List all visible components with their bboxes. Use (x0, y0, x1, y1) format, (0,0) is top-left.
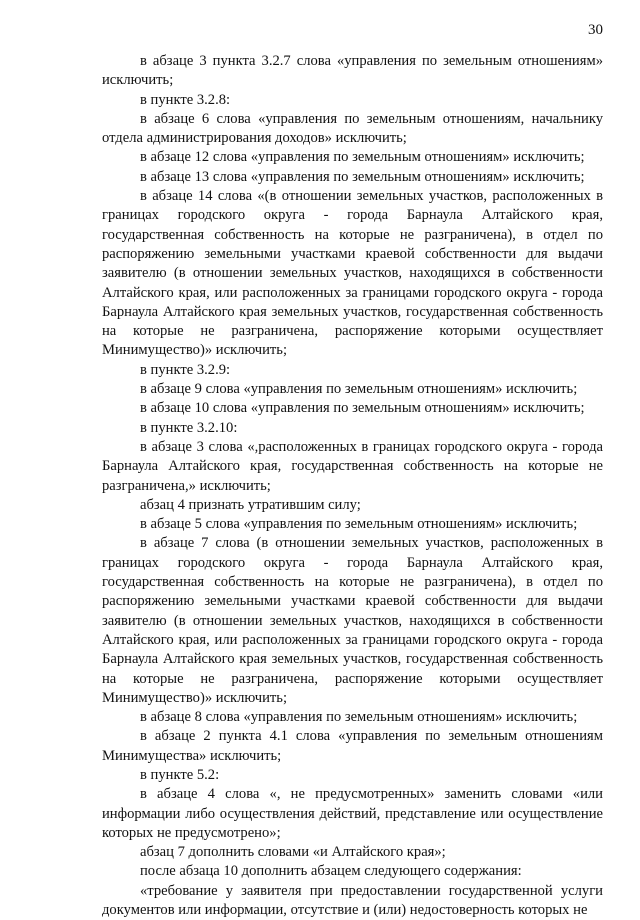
paragraph: в абзаце 8 слова «управления по земельным отношениям» исключить; (140, 709, 578, 726)
paragraph: в абзаце 10 слова «управления по земельным отношениям» исключить; (140, 400, 585, 417)
paragraph: в абзаце 14 слова «(в отношении земельных участков, расположенных в границах городского округа - города Барнаула Алтайского края, государственная собственность на которые не разграничена), в отдел по распоряжению земельными участками краевой собственности для выдачи заявителю (в отношении земельных участков, находящихся в собственности Алтайского края, или расположенных за границами городского округа - города Барнаула Алтайского края земельных участков, государственная собственность на которые не разграничена, распоряжение которыми осуществляет Минимущество)» исключить; (102, 188, 603, 359)
paragraph: в абзаце 3 слова «,расположенных в границах городского округа - города Барнаула Алтайского края, государственная собственность на которые не разграничена,» исключить; (102, 438, 603, 494)
page-number: 30 (588, 22, 603, 38)
paragraph: в пункте 3.2.9: (140, 361, 231, 378)
paragraph: «требование у заявителя при предоставлении государственной услуги документов или информации, отсутствие и (или) недостоверность которых не (102, 882, 603, 919)
paragraph: в пункте 3.2.8: (140, 91, 231, 108)
paragraph: в абзаце 4 слова «, не предусмотренных» заменить словами «или информации либо осуществления действий, представление или осуществление которых не предусмотрено»; (102, 786, 603, 841)
paragraph: в абзаце 13 слова «управления по земельным отношениям» исключить; (140, 168, 585, 185)
paragraph: абзац 7 дополнить словами «и Алтайского края»; (140, 844, 446, 861)
paragraph: в абзаце 9 слова «управления по земельным отношениям» исключить; (140, 381, 578, 398)
paragraph: в пункте 5.2: (140, 766, 220, 783)
paragraph: в абзаце 7 слова (в отношении земельных участков, расположенных в границах городского округа - города Барнаула Алтайского края, государственная собственность на которые не разграничена), в отдел по распоряжению земельными участками краевой собственности для выдачи заявителю (в отношении земельных участков, находящихся в собственности Алтайского края, или расположенных за границами городского округа - города Барнаула Алтайского края земельных участков, государственная собственность на которые не разграничена, распоряжение которыми осуществляет Минимущество)» исключить; (102, 535, 603, 706)
paragraph: после абзаца 10 дополнить абзацем следующего содержания: (140, 863, 522, 880)
document-body (102, 52, 603, 920)
paragraph: в абзаце 6 слова «управления по земельным отношениям, начальнику отдела администрирования доходов» исключить; (102, 110, 603, 147)
paragraph: в абзаце 3 пункта 3.2.7 слова «управления по земельным отношениям» исключить; (102, 53, 603, 89)
paragraph: в абзаце 12 слова «управления по земельным отношениям» исключить; (140, 149, 585, 166)
paragraph: в абзаце 2 пункта 4.1 слова «управления по земельным отношениям Минимущества» исключить; (102, 728, 603, 764)
paragraph: абзац 4 признать утратившим силу; (140, 496, 361, 513)
paragraph: в абзаце 5 слова «управления по земельным отношениям» исключить; (140, 516, 578, 533)
paragraph: в пункте 3.2.10: (140, 419, 238, 436)
